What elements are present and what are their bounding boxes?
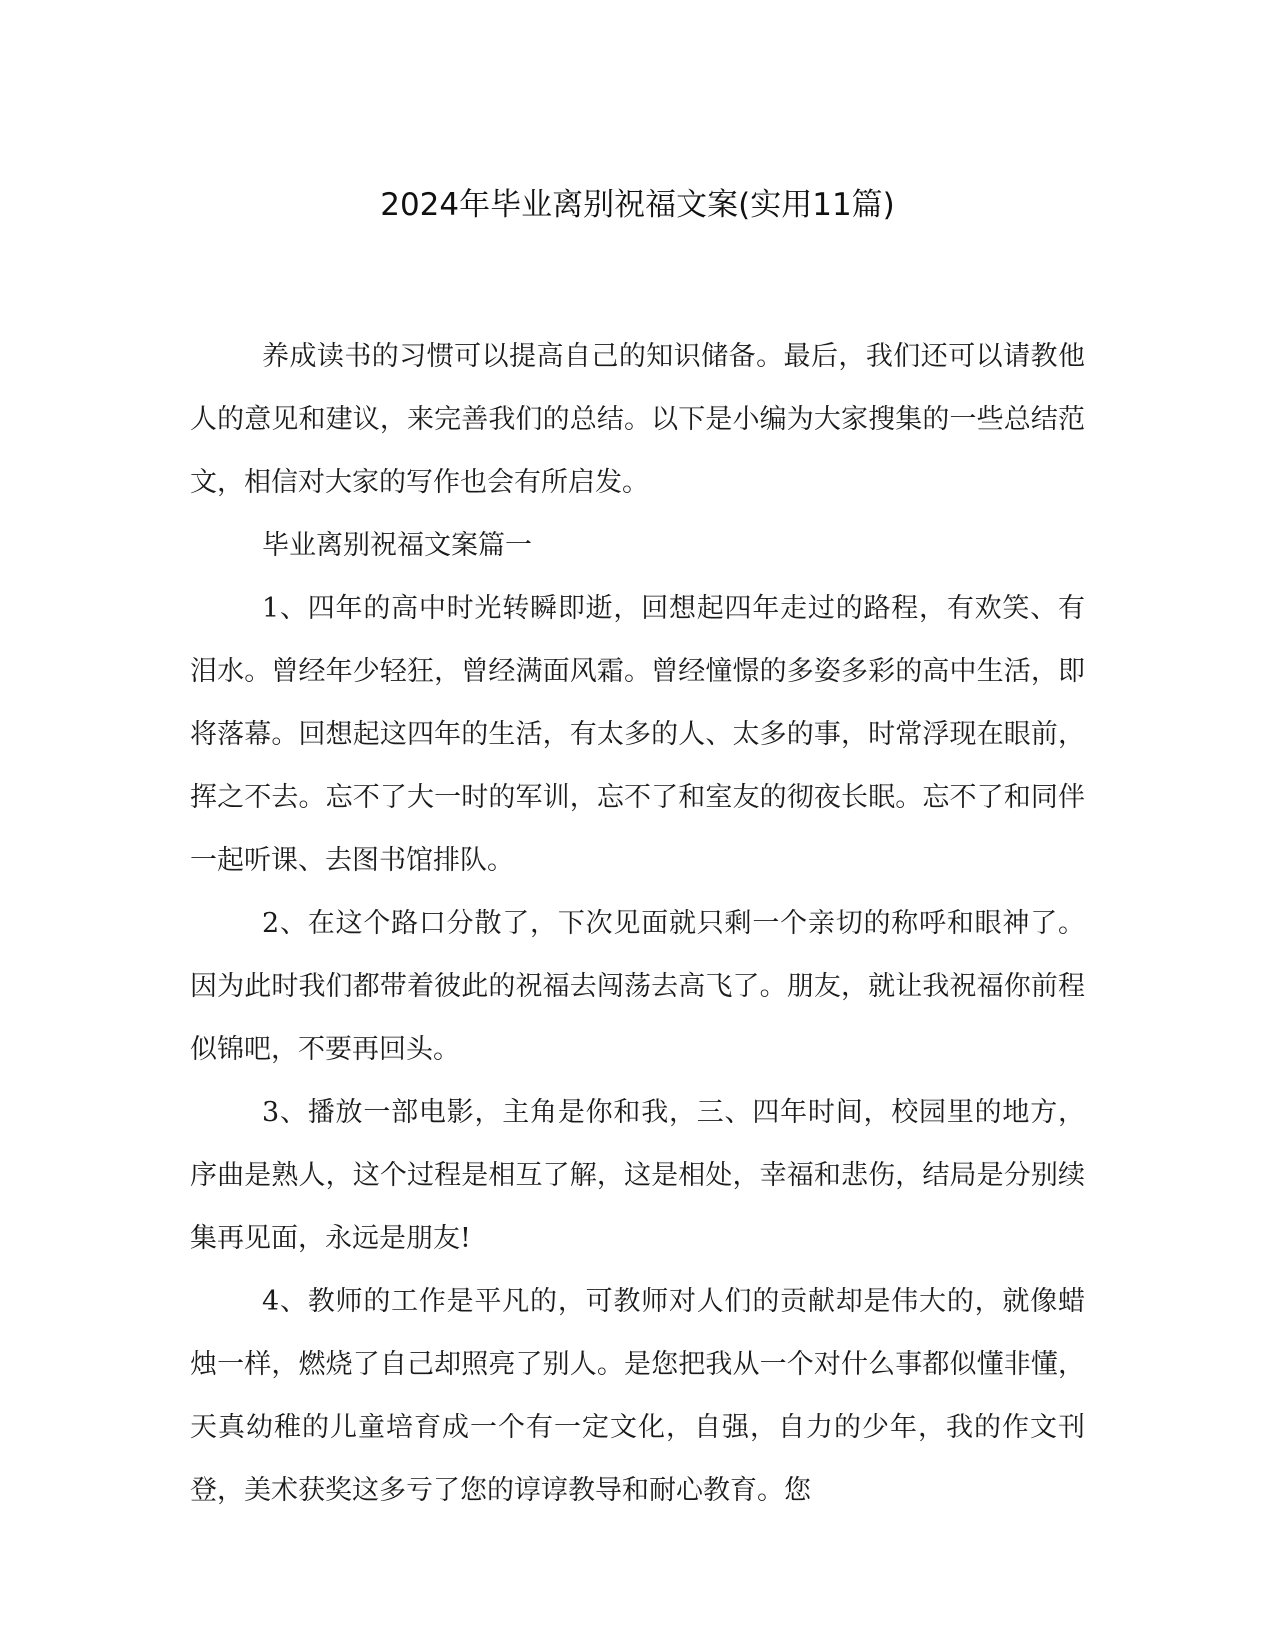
paragraph-2: 2、在这个路口分散了，下次见面就只剩一个亲切的称呼和眼神了。因为此时我们都带着彼此的祝福去闯荡去高飞了。朋友，就让我祝福你前程似锦吧，不要再回头。 [190, 908, 1085, 1065]
document-body [190, 325, 1085, 1522]
paragraph-1: 1、四年的高中时光转瞬即逝，回想起四年走过的路程，有欢笑、有泪水。曾经年少轻狂，曾经满面风霜。曾经憧憬的多姿多彩的高中生活，即将落幕。回想起这四年的生活，有太多的人、太多的事，时常浮现在眼前，挥之不去。忘不了大一时的军训，忘不了和室友的彻夜长眠。忘不了和同伴一起听课、去图书馆排队。 [190, 593, 1085, 876]
document-title: 2024年毕业离别祝福文案(实用11篇) [380, 187, 895, 223]
paragraph-3: 3、播放一部电影，主角是你和我，三、四年时间，校园里的地方，序曲是熟人，这个过程是相互了解，这是相处，幸福和悲伤，结局是分别续集再见面，永远是朋友! [190, 1097, 1085, 1254]
intro-paragraph: 养成读书的习惯可以提高自己的知识储备。最后，我们还可以请教他人的意见和建议，来完善我们的总结。以下是小编为大家搜集的一些总结范文，相信对大家的写作也会有所启发。 [190, 341, 1085, 498]
section-heading: 毕业离别祝福文案篇一 [262, 530, 532, 561]
paragraph-4: 4、教师的工作是平凡的，可教师对人们的贡献却是伟大的，就像蜡烛一样，燃烧了自己却照亮了别人。是您把我从一个对什么事都似懂非懂，天真幼稚的儿童培育成一个有一定文化，自强，自力的少年，我的作文刊登，美术获奖这多亏了您的谆谆教导和耐心教育。您 [190, 1286, 1085, 1506]
